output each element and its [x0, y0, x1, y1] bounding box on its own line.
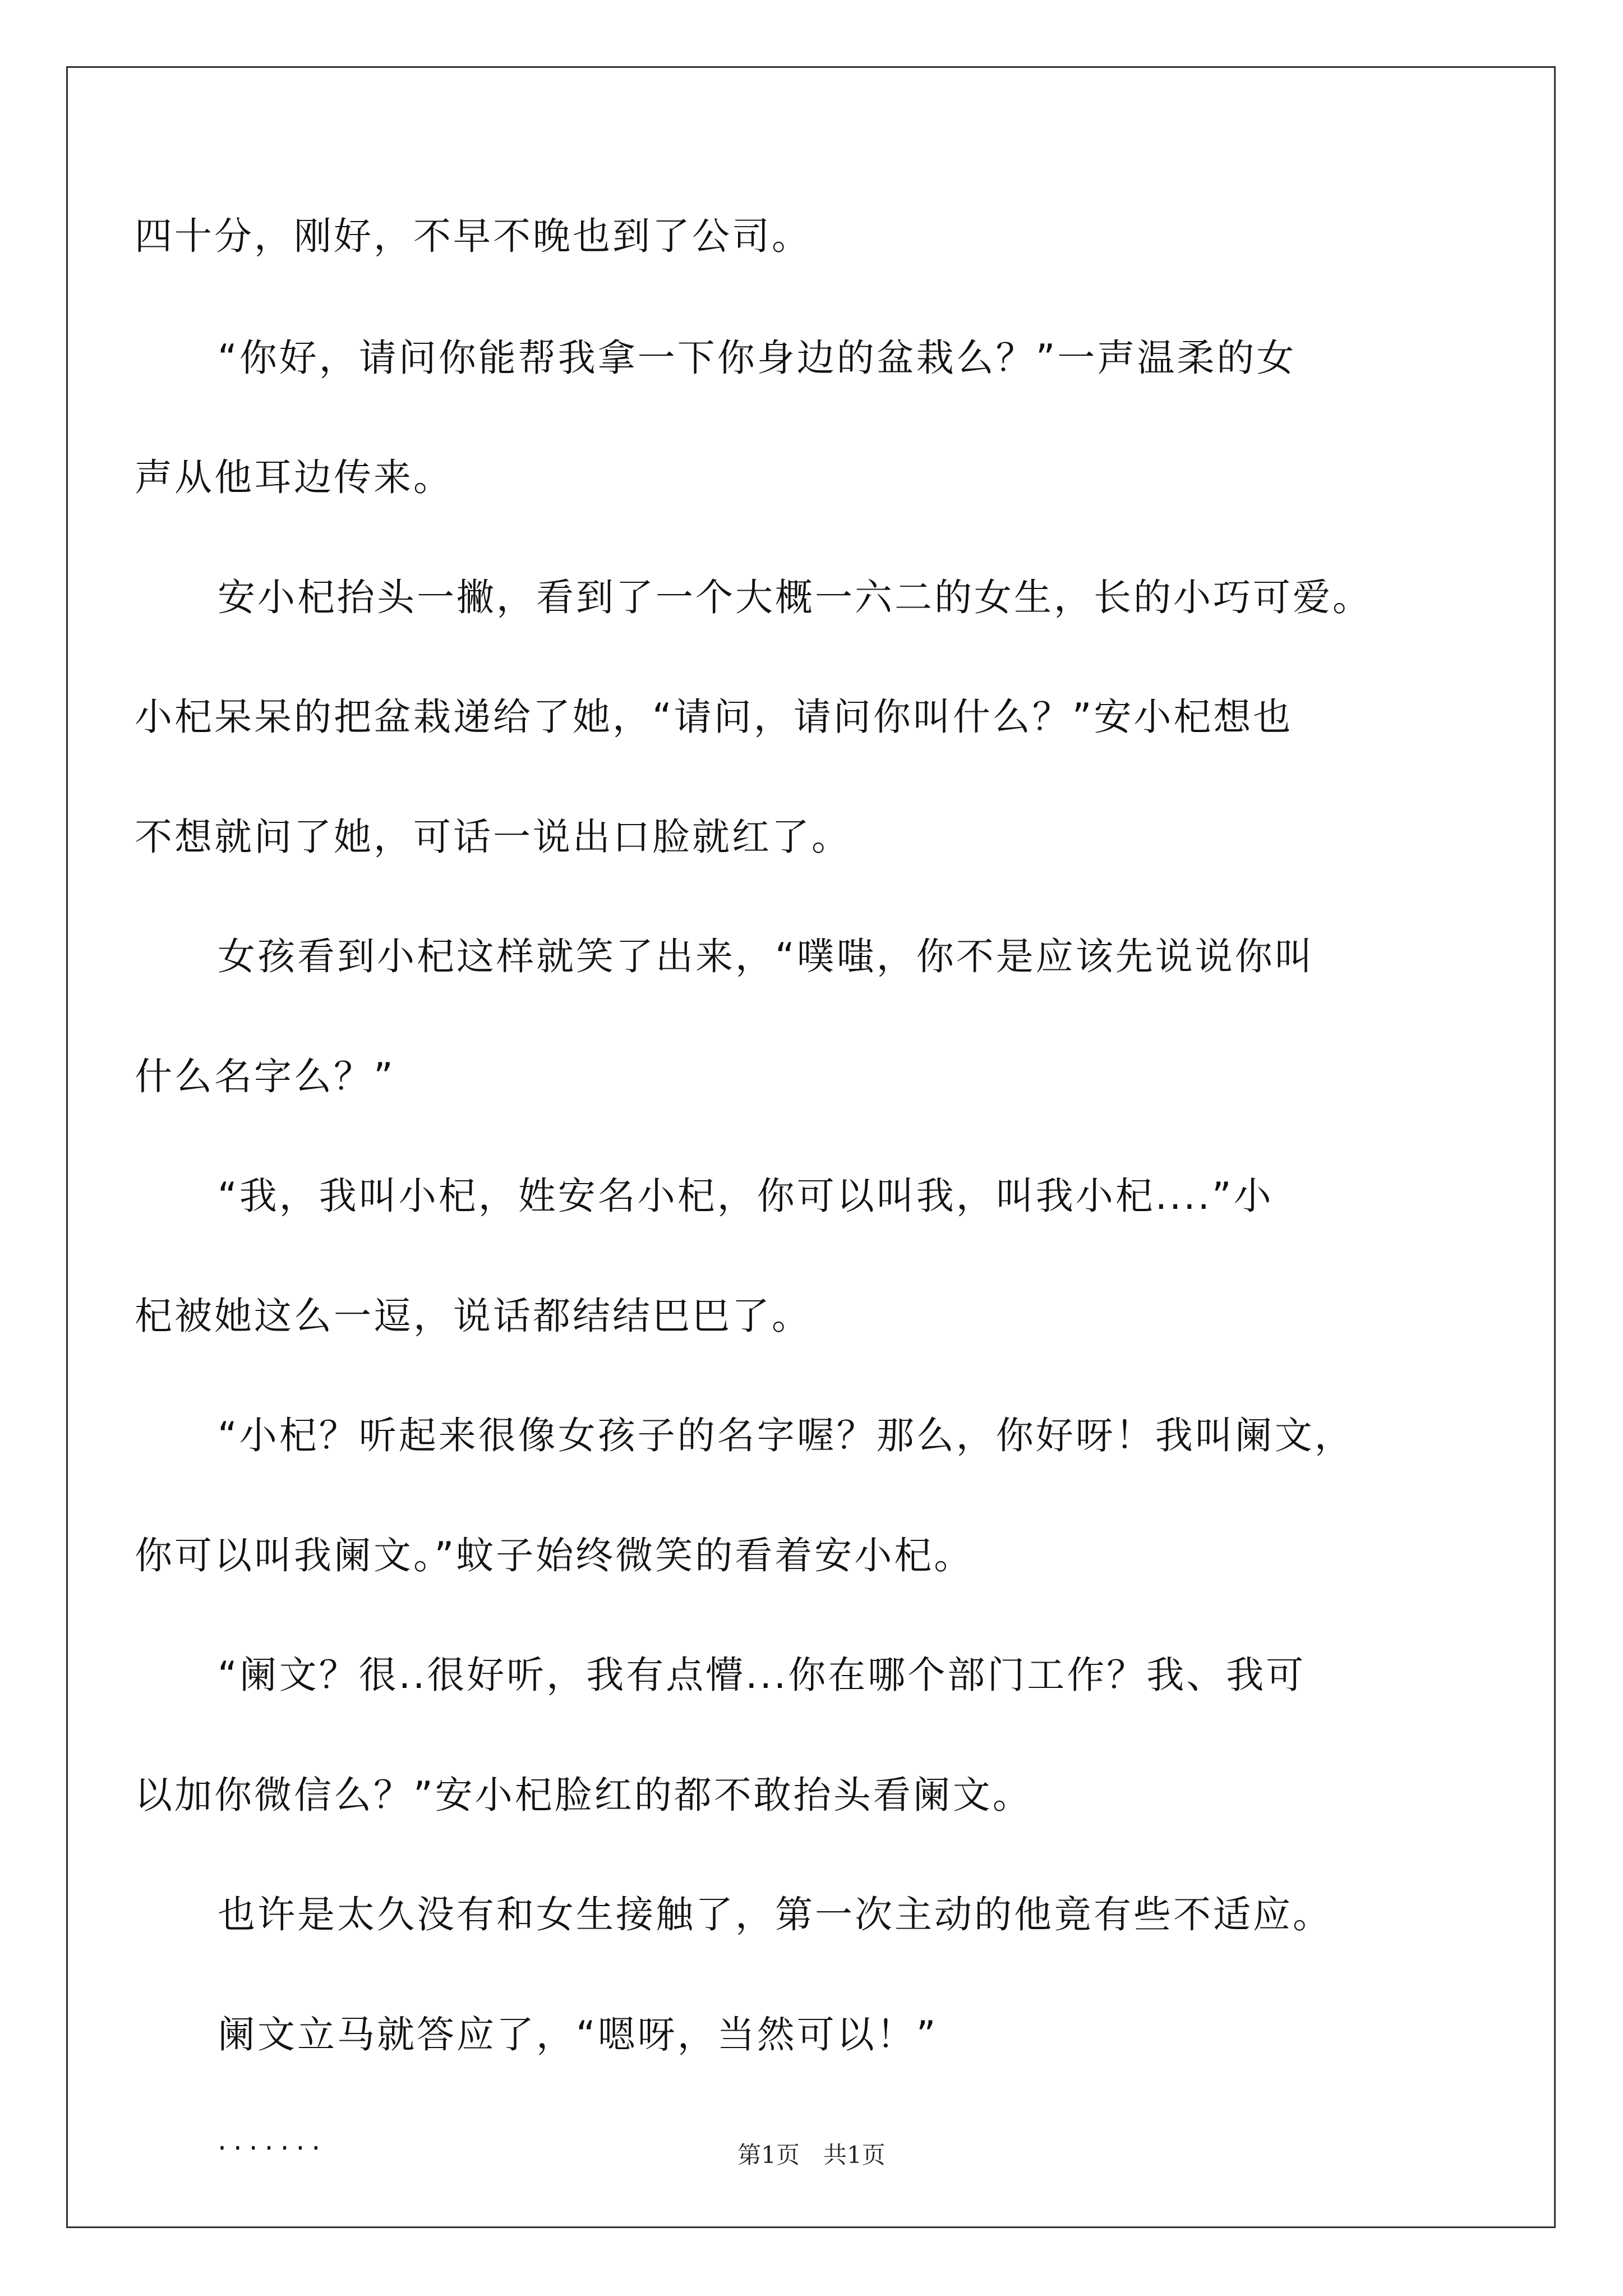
text-line: 安小杞抬头一撇，看到了一个大概一六二的女生，长的小巧可爱。	[218, 576, 1372, 619]
text-line: 杞被她这么一逗，说话都结结巴巴了。	[135, 1294, 811, 1338]
text-line: 不想就问了她，可话一说出口脸就红了。	[135, 815, 851, 859]
page-number-footer: 第1页 共1页	[737, 2141, 886, 2169]
text-line: “你好，请问你能帮我拿一下你身边的盆栽么？”一声温柔的女	[218, 336, 1297, 380]
text-line: “小杞？听起来很像女孩子的名字喔？那么，你好呀！我叫阑文，	[218, 1414, 1354, 1457]
text-line: “我，我叫小杞，姓安名小杞，你可以叫我，叫我小杞....”小	[218, 1174, 1274, 1218]
text-line: “阑文？很..很好听，我有点懵...你在哪个部门工作？我、我可	[218, 1653, 1306, 1697]
text-line: 声从他耳边传来。	[135, 455, 453, 499]
text-line: 小杞呆呆的把盆栽递给了她，“请问，请问你叫什么？”安小杞想也	[135, 695, 1293, 739]
text-line: 什么名字么？”	[135, 1055, 395, 1098]
text-line: 也许是太久没有和女生接触了，第一次主动的他竟有些不适应。	[218, 1893, 1332, 1936]
text-line: 以加你微信么？”安小杞脸红的都不敢抬头看阑文。	[135, 1773, 1032, 1817]
text-line: .......	[218, 2124, 328, 2156]
text-line: 你可以叫我阑文。”蚊子始终微笑的看着安小杞。	[135, 1534, 974, 1577]
text-line: 四十分，刚好，不早不晚也到了公司。	[135, 214, 811, 258]
text-line: 阑文立马就答应了，“嗯呀，当然可以！”	[218, 2013, 938, 2056]
text-line: 女孩看到小杞这样就笑了出来，“噗嗤，你不是应该先说说你叫	[218, 935, 1315, 978]
